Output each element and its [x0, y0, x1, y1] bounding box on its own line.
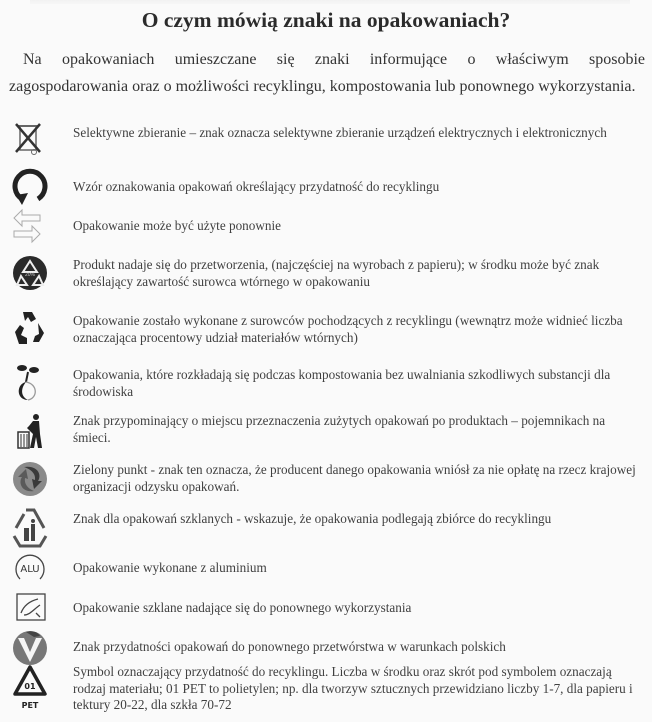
symbol-description: Znak przydatności opakowań do ponownego przetwórstwa w warunkach polskich [73, 639, 506, 654]
reuse-arrows-icon [12, 208, 42, 244]
intro-line-2: zagospodarowania oraz o możliwości recyklingu, kompostowania lub ponownego wykorzystania. [9, 78, 636, 95]
symbol-description: Opakowanie szklane nadające się do ponownego wykorzystania [73, 600, 412, 615]
green-dot-icon [12, 457, 48, 501]
reusable-glass-icon [16, 593, 46, 621]
symbol-description: Symbol oznaczający przydatność do recyklingu. Liczba w środku oraz skrót pod symbolem oznaczają rodzaj materiału; 01 PET to polietylen; np. dla tworzyw sztucznych przewidziano liczby 1-7, dla papieru i tektury 20-22, dla szkła 70-72 [73, 664, 633, 712]
crossed-bin-icon [14, 120, 42, 156]
page-title: O czym mówią znaki na opakowaniach? [141, 8, 511, 32]
symbol-description: Znak dla opakowań szklanych - wskazuje, że opakowania podlegają zbiórce do recyklingu [73, 511, 552, 526]
symbol-description: Opakowania, które rozkładają się podczas kompostowania bez uwalniania szkodliwych substancji dla środowiska [73, 367, 611, 399]
alu-label: ALU [20, 564, 40, 575]
symbol-description: Opakowanie wykonane z aluminium [73, 560, 267, 575]
resin-code-number: 01 [24, 682, 36, 691]
symbol-description: Selektywne zbieranie – znak oznacza selektywne zbieranie urządzeń elektrycznych i elektronicznych [73, 125, 607, 140]
recycling-loop-icon [12, 165, 48, 205]
symbol-description: Zielony punkt - znak ten oznacza, że producent danego opakowania wniósł za nie opłatę na rzecz krajowej organizacji odzysku opakowań. [73, 462, 636, 494]
symbol-description: Opakowanie może być użyte ponownie [73, 218, 281, 233]
symbol-description: Opakowanie zostało wykonane z surowców pochodzących z recyklingu (wewnątrz może widnieć liczba oznaczająca procentowy udział materiałów wtórnych) [73, 313, 623, 345]
glass-recycling-icon [12, 506, 48, 548]
symbol-description: Wzór oznakowania opakowań określający przydatność do recyklingu [73, 179, 440, 194]
aluminium-icon [12, 553, 48, 583]
intro-line-1: Na opakowaniach umieszczane się znaki informujące o właściwym sposobie [23, 51, 645, 68]
resin-code-abbreviation: PET [21, 701, 39, 710]
compost-seedling-icon [12, 362, 42, 402]
paper-percent-label: 20% [24, 272, 36, 278]
paper-recycling-icon [12, 252, 48, 294]
symbol-description: Produkt nadaje się do przetworzenia, (najczęściej na wyrobach z papieru); w środku może być znak określający zawartość surowca wtórnego w opakowaniu [73, 257, 600, 289]
intro-paragraph [9, 46, 645, 100]
polish-recycling-mark-icon [12, 628, 48, 666]
recycle-triangle-icon [12, 308, 46, 348]
tidyman-bin-icon [16, 412, 44, 452]
symbol-description: Znak przypominający o miejscu przeznaczenia zużytych opakowań po produktach – pojemnikach na śmieci. [73, 413, 606, 445]
previous-page-text-remnant [30, 0, 630, 4]
pet-resin-code-icon [12, 664, 48, 716]
